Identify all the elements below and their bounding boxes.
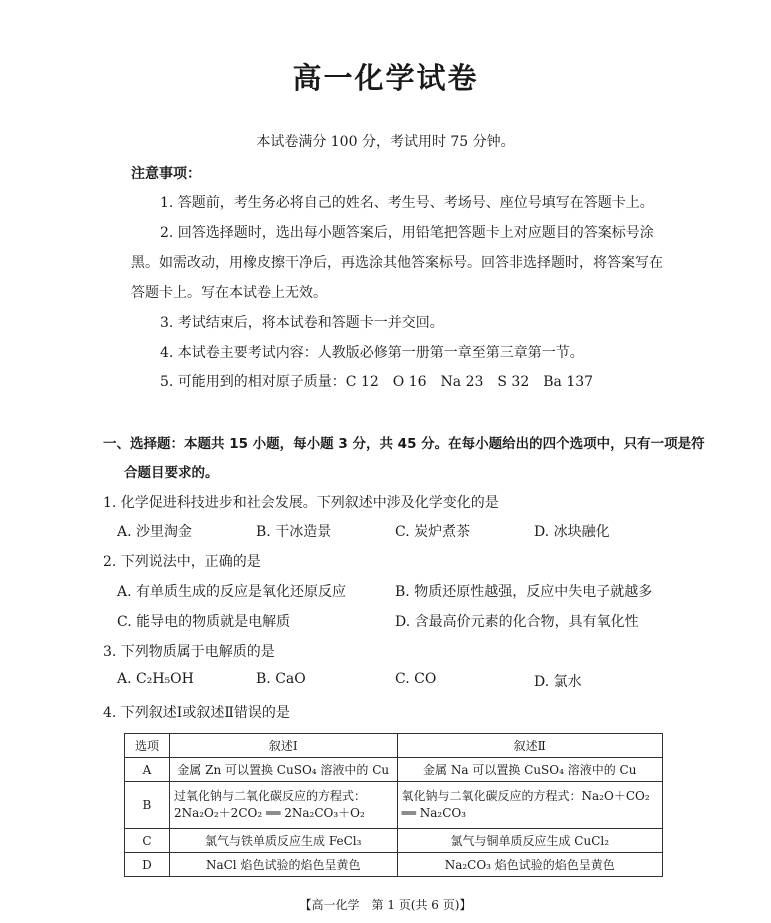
table-header-row	[125, 734, 663, 758]
q3-option-a: A. C₂H₅OH	[117, 671, 194, 687]
section-heading: 一、选择题：本题共 15 小题，每小题 3 分，共 45 分。在每小题给出的四个选项中，只有一项是符	[103, 436, 705, 452]
row-a-option: A	[125, 758, 170, 782]
table-row	[125, 853, 663, 877]
q1-stem: 1. 化学促进科技进步和社会发展。下列叙述中涉及化学变化的是	[103, 495, 499, 511]
q1-option-a: A. 沙里淘金	[117, 524, 193, 540]
q3-option-d: D. 氯水	[534, 674, 582, 690]
q1-option-b: B. 干冰造景	[256, 524, 332, 540]
header-statement-2: 叙述Ⅱ	[397, 734, 662, 758]
notice-item-4: 4. 本试卷主要考试内容：人教版必修第一册第一章至第三章第一节。	[160, 345, 584, 361]
exam-subtitle: 本试卷满分 100 分，考试用时 75 分钟。	[256, 134, 515, 150]
row-d-statement-2: Na₂CO₃ 焰色试验的焰色呈黄色	[397, 853, 662, 877]
q2-option-d: D. 含最高价元素的化合物，具有氧化性	[395, 614, 639, 630]
q2-option-c: C. 能导电的物质就是电解质	[117, 614, 291, 630]
row-c-statement-1: 氯气与铁单质反应生成 FeCl₃	[169, 829, 397, 853]
header-statement-1: 叙述Ⅰ	[169, 734, 397, 758]
q1-option-d: D. 冰块融化	[534, 524, 610, 540]
table-row	[125, 829, 663, 853]
notice-item-1: 1. 答题前，考生务必将自己的姓名、考生号、考场号、座位号填写在答题卡上。	[160, 195, 654, 211]
table-row	[125, 782, 663, 829]
notice-item-2-cont: 黑。如需改动，用橡皮擦干净后，再选涂其他答案标号。回答非选择题时，将答案写在	[131, 255, 663, 271]
row-a-statement-2: 金属 Na 可以置换 CuSO₄ 溶液中的 Cu	[397, 758, 662, 782]
row-b-statement-1-equation: 2Na₂O₂＋2CO₂ ══ 2Na₂CO₃＋O₂	[173, 806, 365, 820]
q2-option-b: B. 物质还原性越强，反应中失电子就越多	[395, 584, 653, 600]
header-option: 选项	[125, 734, 170, 758]
q1-option-c: C. 炭炉煮茶	[395, 524, 471, 540]
page-title: 高一化学试卷	[292, 61, 479, 95]
q4-stem: 4. 下列叙述Ⅰ或叙述Ⅱ错误的是	[103, 705, 290, 721]
q4-table	[124, 733, 663, 877]
row-c-option: C	[125, 829, 170, 853]
row-c-statement-2: 氯气与铜单质反应生成 CuCl₂	[397, 829, 662, 853]
notice-item-2-cont2: 答题卡上。写在本试卷上无效。	[131, 285, 327, 301]
row-d-statement-1: NaCl 焰色试验的焰色呈黄色	[169, 853, 397, 877]
row-b-statement-2-text: 氧化钠与二氧化碳反应的方程式：Na₂O＋CO₂	[401, 789, 650, 803]
row-b-option: B	[125, 782, 170, 829]
row-d-option: D	[125, 853, 170, 877]
section-heading-cont: 合题目要求的。	[124, 465, 219, 481]
row-b-statement-2-equation: ══ Na₂CO₃	[401, 806, 467, 820]
row-b-statement-2	[397, 782, 662, 829]
notice-item-5: 5. 可能用到的相对原子质量：C 12 O 16 Na 23 S 32 Ba 137	[160, 374, 594, 390]
q3-option-c: C. CO	[395, 671, 437, 687]
notice-heading: 注意事项：	[131, 166, 201, 182]
notice-item-3: 3. 考试结束后，将本试卷和答题卡一并交回。	[160, 315, 444, 331]
row-b-statement-1	[169, 782, 397, 829]
row-b-statement-1-text: 过氧化钠与二氧化碳反应的方程式：	[173, 789, 366, 803]
row-a-statement-1: 金属 Zn 可以置换 CuSO₄ 溶液中的 Cu	[169, 758, 397, 782]
q3-option-b: B. CaO	[256, 671, 306, 687]
page-footer: 【高一化学 第 1 页(共 6 页)】	[299, 898, 472, 912]
q2-stem: 2. 下列说法中，正确的是	[103, 554, 261, 570]
table-row	[125, 758, 663, 782]
q2-option-a: A. 有单质生成的反应是氧化还原反应	[117, 584, 347, 600]
q3-stem: 3. 下列物质属于电解质的是	[103, 644, 275, 660]
notice-item-2: 2. 回答选择题时，选出每小题答案后，用铅笔把答题卡上对应题目的答案标号涂	[160, 225, 654, 241]
